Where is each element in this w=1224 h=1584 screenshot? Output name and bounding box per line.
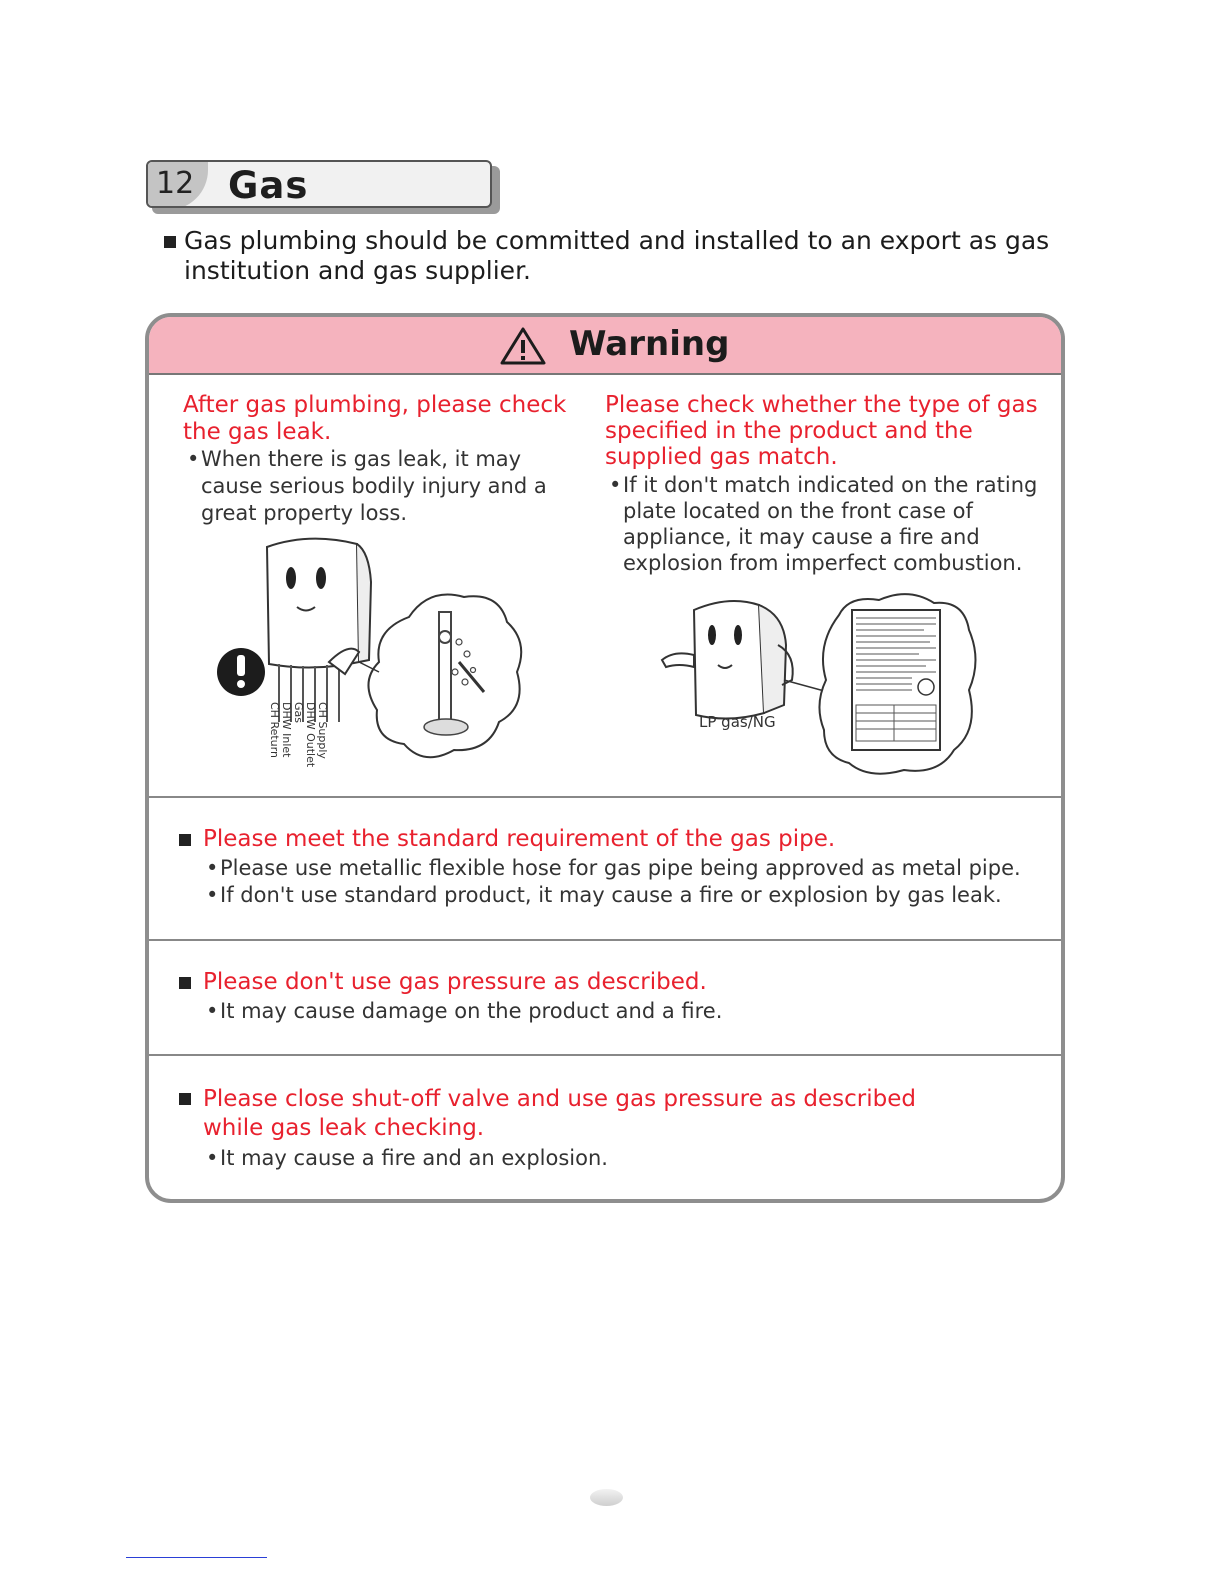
- warning-item-line-text: Please use metallic flexible hose for gas pipe being approved as metal pipe.: [220, 856, 1021, 880]
- gas-type-check-column: [605, 392, 1055, 576]
- warning-item-heading: [179, 969, 1039, 996]
- gas-leak-check-body: When there is gas leak, it may cause serious bodily injury and a great property loss.: [201, 447, 547, 525]
- pipe-label-dhw-outlet: DHW Outlet: [304, 702, 317, 768]
- section-header: [146, 160, 502, 216]
- warning-item-line-text: If don't use standard product, it may cause a fire or explosion by gas leak.: [220, 883, 1002, 907]
- warning-item-line: [206, 882, 1039, 909]
- bullet-dot: •: [206, 999, 219, 1023]
- bullet-dot: •: [187, 447, 200, 471]
- pipe-label-dhw-inlet: DHW Inlet: [280, 702, 293, 758]
- divider: [149, 1054, 1061, 1056]
- square-bullet-icon: [164, 236, 176, 248]
- bullet-dot: •: [206, 856, 219, 880]
- lp-gas-ng-label: LP gas/NG: [699, 713, 776, 731]
- warning-item-line-text: It may cause a fire and an explosion.: [220, 1146, 608, 1170]
- warning-item-line: [206, 855, 1039, 882]
- warning-item-gas-pressure: [179, 969, 1039, 1025]
- pipe-label-group: [268, 702, 349, 782]
- warning-panel: [145, 313, 1065, 1203]
- divider: [149, 939, 1061, 941]
- warning-item-lines: [179, 855, 1039, 909]
- page-marker: [590, 1489, 623, 1506]
- footer-rule: [126, 1557, 267, 1558]
- intro-text: Gas plumbing should be committed and installed to an export as gas institution and gas supplier.: [184, 226, 1050, 285]
- rating-plate-illustration: [654, 585, 984, 780]
- warning-item-line-text: It may cause damage on the product and a fire.: [220, 999, 723, 1023]
- section-title: Gas: [228, 164, 309, 207]
- warning-item-line: [206, 1145, 939, 1172]
- square-bullet-icon: [179, 1093, 191, 1105]
- warning-item-lines: [179, 1145, 939, 1172]
- square-bullet-icon: [179, 977, 191, 989]
- warning-header: [149, 317, 1061, 375]
- gas-type-check-body: If it don't match indicated on the rating plate located on the front case of appliance, it may cause a fire and explosion from imperfect combustion.: [623, 473, 1038, 575]
- gas-type-check-note: [605, 472, 1055, 576]
- pipe-label-gas: Gas: [292, 702, 305, 723]
- warning-item-heading: [179, 1085, 939, 1143]
- divider: [149, 796, 1061, 798]
- pipe-label-ch-supply: CH Supply: [316, 702, 329, 759]
- bullet-dot: •: [609, 473, 622, 497]
- warning-triangle-icon: [499, 326, 547, 366]
- section-header-box: [146, 160, 492, 208]
- warning-item-line: [206, 998, 1039, 1025]
- bullet-dot: •: [206, 1146, 219, 1170]
- square-bullet-icon: [179, 834, 191, 846]
- warning-item-heading-text: Please don't use gas pressure as described.: [203, 969, 707, 995]
- warning-item-lines: [179, 998, 1039, 1025]
- gas-leak-check-column: [183, 392, 583, 527]
- warning-item-heading: [179, 826, 1039, 853]
- intro-paragraph: [164, 226, 1064, 286]
- gas-leak-check-note: [183, 446, 583, 527]
- gas-leak-check-illustration: [209, 522, 529, 782]
- pipe-label-ch-return: CH Return: [268, 702, 281, 758]
- bullet-dot: •: [206, 883, 219, 907]
- warning-title: Warning: [569, 324, 730, 364]
- warning-item-gas-pipe: [179, 826, 1039, 909]
- warning-item-heading-text: Please close shut-off valve and use gas pressure as described while gas leak checking.: [203, 1086, 916, 1141]
- warning-item-heading-text: Please meet the standard requirement of the gas pipe.: [203, 826, 836, 852]
- gas-type-check-heading: Please check whether the type of gas specified in the product and the supplied gas match.: [605, 392, 1038, 470]
- warning-item-shutoff-valve: [179, 1085, 939, 1172]
- section-number: 12: [156, 166, 195, 201]
- gas-leak-check-heading: After gas plumbing, please check the gas leak.: [183, 392, 567, 445]
